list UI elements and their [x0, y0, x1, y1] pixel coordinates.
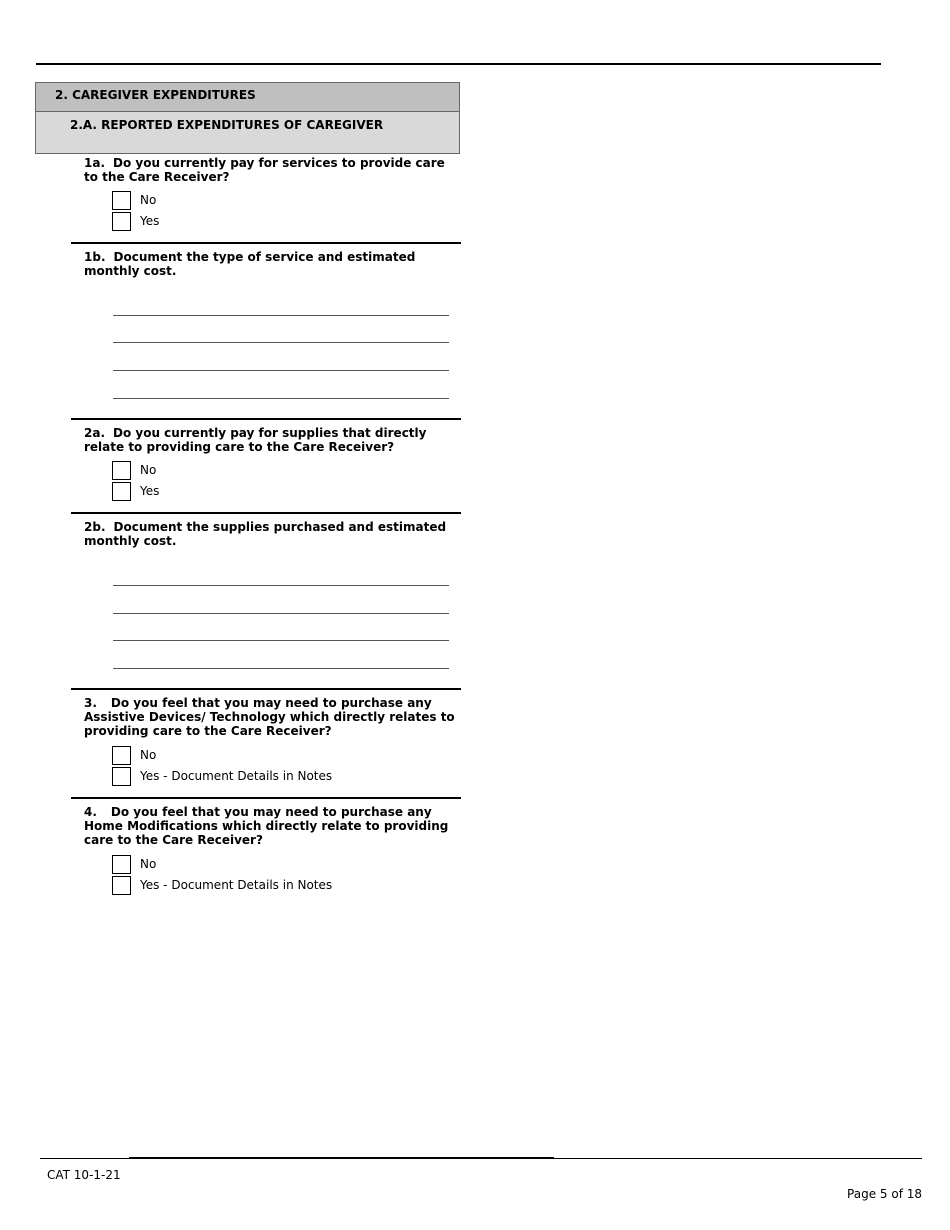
checkbox-label: Yes - Document Details in Notes	[140, 769, 333, 783]
page-number: Page 5 of 18	[847, 1187, 922, 1201]
fill-line[interactable]	[113, 342, 449, 343]
checkbox-label: No	[140, 193, 157, 207]
top-rule	[36, 63, 881, 65]
form-id: CAT 10-1-21	[47, 1168, 121, 1182]
question-text: Do you currently pay for supplies that directly relate to providing care to the Care Receiver?	[84, 426, 427, 454]
question-number: 2b.	[84, 520, 106, 534]
question-number: 3.	[84, 696, 97, 710]
question-4	[84, 805, 456, 847]
checkbox-label: No	[140, 463, 157, 477]
checkbox-label: No	[140, 748, 157, 762]
checkbox[interactable]	[112, 746, 131, 765]
separator	[71, 797, 461, 799]
question-number: 4.	[84, 805, 97, 819]
separator	[71, 512, 461, 514]
fill-line[interactable]	[113, 398, 449, 399]
separator	[71, 418, 461, 420]
subsection-header	[35, 112, 460, 154]
checkbox-label: Yes	[140, 214, 160, 228]
checkbox[interactable]	[112, 212, 131, 231]
checkbox[interactable]	[112, 876, 131, 895]
footer-rule-accent	[129, 1157, 554, 1159]
question-number: 1a.	[84, 156, 106, 170]
checkbox-label: Yes - Document Details in Notes	[140, 878, 333, 892]
section-title: 2. CAREGIVER EXPENDITURES	[55, 88, 256, 102]
fill-line[interactable]	[113, 370, 449, 371]
checkbox[interactable]	[112, 855, 131, 874]
question-text: Do you feel that you may need to purchase any Assistive Devices/ Technology which directly relates to providing care to the Care Receiver?	[84, 696, 455, 738]
question-text: Do you currently pay for services to provide care to the Care Receiver?	[84, 156, 445, 184]
fill-line[interactable]	[113, 640, 449, 641]
checkbox[interactable]	[112, 767, 131, 786]
question-2b	[84, 520, 456, 548]
checkbox-label: Yes	[140, 484, 160, 498]
question-number: 2a.	[84, 426, 106, 440]
fill-line[interactable]	[113, 613, 449, 614]
checkbox-label: No	[140, 857, 157, 871]
question-3	[84, 696, 456, 738]
separator	[71, 242, 461, 244]
question-1a	[84, 156, 456, 184]
section-header	[35, 82, 460, 112]
separator	[71, 688, 461, 690]
question-number: 1b.	[84, 250, 106, 264]
checkbox[interactable]	[112, 191, 131, 210]
question-2a	[84, 426, 456, 454]
checkbox[interactable]	[112, 482, 131, 501]
question-text: Do you feel that you may need to purchase any Home Modifications which directly relate to providing care to the Care Receiver?	[84, 805, 449, 847]
question-text: Document the type of service and estimated monthly cost.	[84, 250, 416, 278]
fill-line[interactable]	[113, 315, 449, 316]
fill-line[interactable]	[113, 585, 449, 586]
question-1b	[84, 250, 456, 278]
fill-line[interactable]	[113, 668, 449, 669]
question-text: Document the supplies purchased and estimated monthly cost.	[84, 520, 447, 548]
subsection-title: 2.A. REPORTED EXPENDITURES OF CAREGIVER	[70, 118, 384, 132]
checkbox[interactable]	[112, 461, 131, 480]
